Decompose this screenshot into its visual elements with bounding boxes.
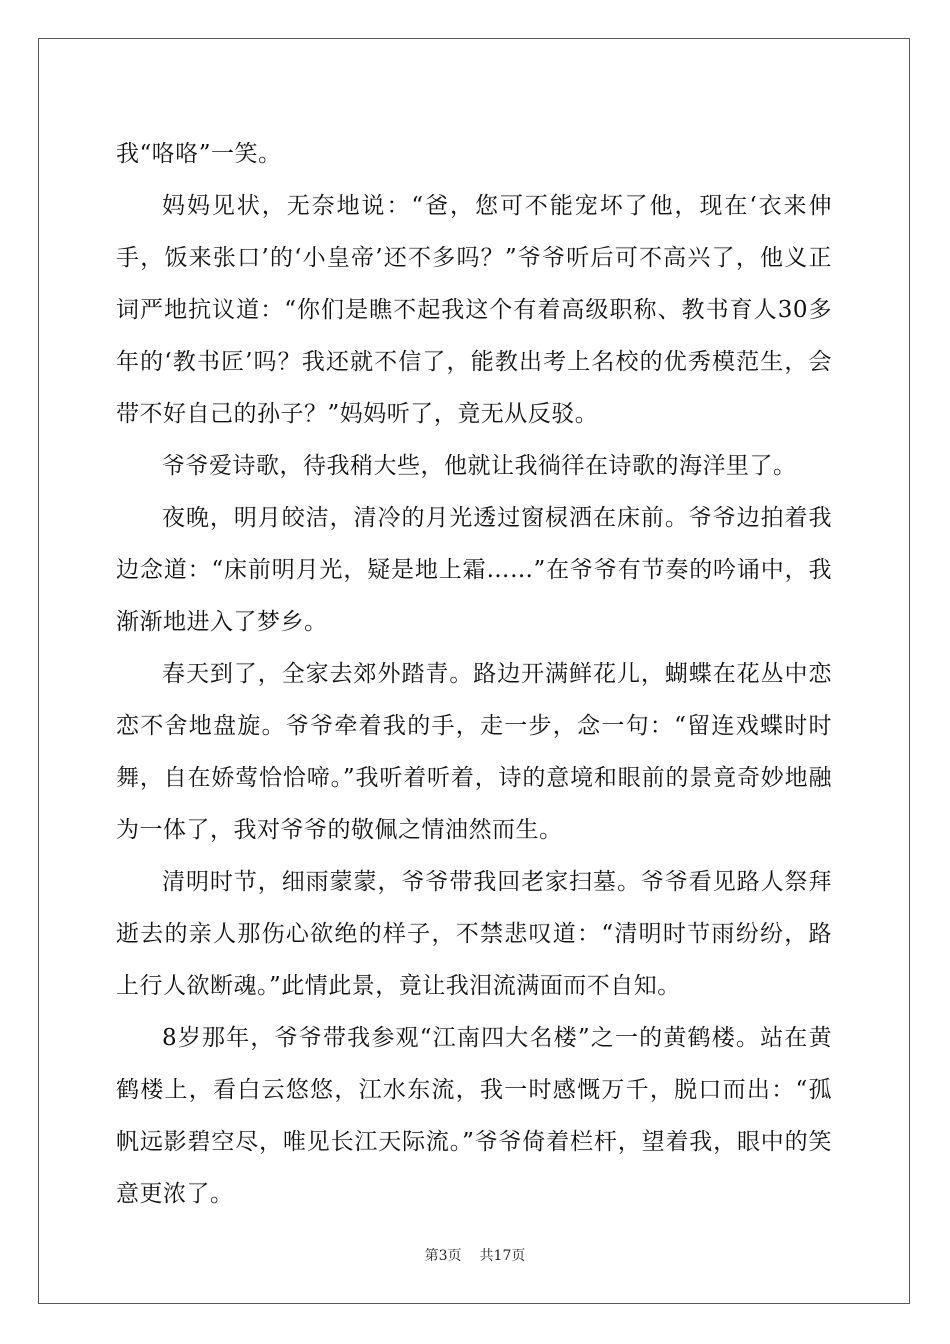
paragraph-3: 爷爷爱诗歌，待我稍大些，他就让我徜徉在诗歌的海洋里了。 — [162, 453, 797, 479]
page-total: 共17页 — [479, 1248, 526, 1264]
page-number: 第3页 — [424, 1248, 462, 1264]
paragraph-6: 清明时节，细雨蒙蒙，爷爷带我回老家扫墓。爷爷看见路人祭拜逝去的亲人那伤心欲绝的样子，不禁悲叹道：“清明时节雨纷纷，路上行人欲断魂。”此情此景，竟让我泪流满面而不自知。 — [116, 869, 832, 999]
document-body — [116, 128, 832, 1220]
paragraph-7: 8岁那年，爷爷带我参观“江南四大名楼”之一的黄鹤楼。站在黄鹤楼上，看白云悠悠，江水东流，我一时感慨万千，脱口而出：“孤帆远影碧空尽，唯见长江天际流。”爷爷倚着栏杆，望着我，眼中的笑意更浓了。 — [116, 1025, 832, 1207]
paragraph-1: 我“咯咯”一笑。 — [116, 141, 282, 167]
paragraph-2: 妈妈见状，无奈地说：“爸，您可不能宠坏了他，现在‘衣来伸手，饭来张口’的‘小皇帝’还不多吗？”爷爷听后可不高兴了，他义正词严地抗议道：“你们是瞧不起我这个有着高级职称、教书育人30多年的‘教书匠’吗？我还就不信了，能教出考上名校的优秀模范生，会带不好自己的孙子？”妈妈听了，竟无从反驳。 — [116, 193, 832, 427]
paragraph-5: 春天到了，全家去郊外踏青。路边开满鲜花儿，蝴蝶在花丛中恋恋不舍地盘旋。爷爷牵着我的手，走一步，念一句：“留连戏蝶时时舞，自在娇莺恰恰啼。”我听着听着，诗的意境和眼前的景竟奇妙地融为一体了，我对爷爷的敬佩之情油然而生。 — [116, 661, 832, 843]
page-footer — [0, 1245, 950, 1265]
paragraph-4: 夜晚，明月皎洁，清冷的月光透过窗棂洒在床前。爷爷边拍着我边念道：“床前明月光，疑是地上霜……”在爷爷有节奏的吟诵中，我渐渐地进入了梦乡。 — [116, 505, 832, 635]
